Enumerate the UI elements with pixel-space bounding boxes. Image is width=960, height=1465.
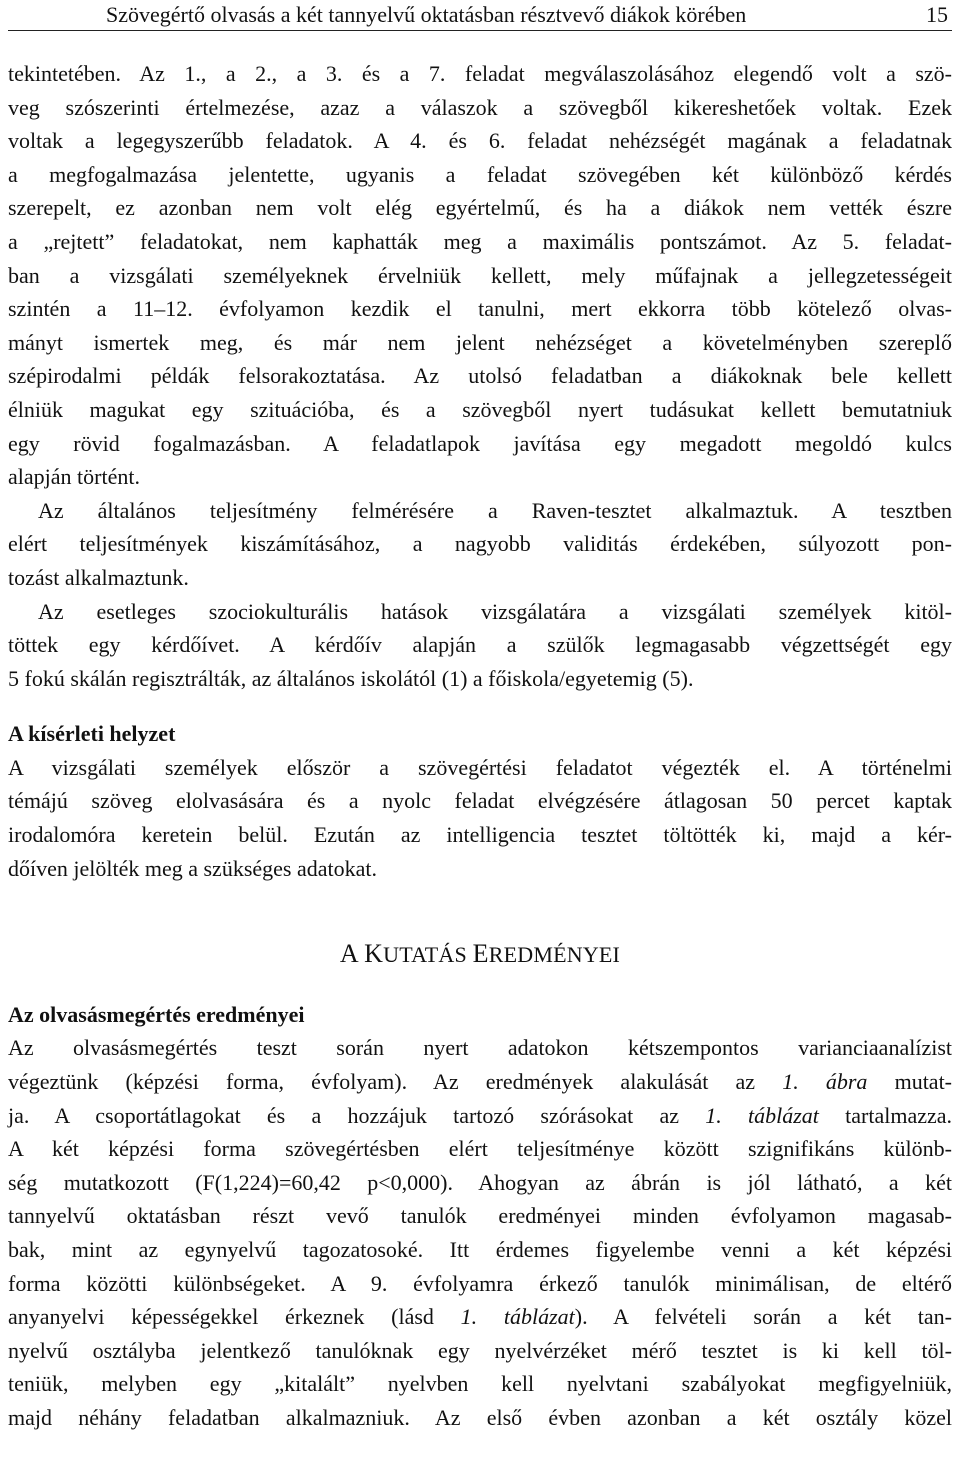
text-line: ja. A csoportátlagokat és a hozzájuk tartozó szórásokat az 1. táblázat tartalmazza. — [8, 1102, 952, 1128]
page-number: 15 — [926, 2, 948, 27]
paragraph-task-difficulty — [8, 57, 952, 494]
text-line: mányt ismertek meg, és már nem jelent nehézséget a követelményben szereplő — [8, 329, 952, 355]
text-line: témájú szöveg elolvasására és a nyolc feladat elvégzésére átlagosan 50 percet kaptak — [8, 788, 952, 814]
text-line: szerepelt, ez azonban nem volt elég egyértelmű, és ha a diákok nem vették észre — [8, 195, 952, 221]
text-line: A vizsgálati személyek először a szövegértési feladatot végezték el. A történelmi — [8, 754, 952, 780]
table-reference: 1. táblázat — [705, 1102, 819, 1128]
text-line: forma közötti különbségeket. A 9. évfolyamra érkező tanulók minimálisan, de eltérő — [8, 1270, 952, 1296]
text-line: dőíven jelölték meg a szükséges adatokat. — [8, 855, 377, 881]
text-line: töttek egy kérdőívet. A kérdőív alapján a szülők legmagasabb végzettségét egy — [8, 632, 952, 658]
text-line: voltak a legegyszerűbb feladatok. A 4. és 6. feladat nehézségét magának a feladatnak — [8, 128, 952, 154]
text-line: Az általános teljesítmény felmérésére a Raven-tesztet alkalmaztuk. A tesztben — [38, 497, 952, 523]
running-header — [8, 0, 952, 31]
text-line: a „rejtett” feladatokat, nem kaphatták meg a maximális pontszámot. Az 5. feladat- — [8, 228, 952, 254]
text-line: egy rövid fogalmazásban. A feladatlapok javítása egy megadott megoldó kulcs — [8, 430, 952, 456]
text-line: szintén a 11–12. évfolyamon kezdik el tanulni, mert ekkorra több kötelező olvas- — [8, 296, 952, 322]
text-line: anyanyelvi képességekkel érkeznek (lásd 1. táblázat). A felvételi során a két tan- — [8, 1304, 952, 1330]
paragraph-raven-test — [8, 494, 952, 595]
section-heading-reading-results: Az olvasásmegértés eredményei — [8, 1001, 305, 1027]
text-line: végeztünk (képzési forma, évfolyam). Az eredmények alakulását az 1. ábra mutat- — [8, 1069, 953, 1095]
text-line: elért teljesítmények kiszámításához, a nagyobb validitás érdekében, súlyozott pon- — [8, 531, 952, 557]
table-reference: 1. táblázat — [460, 1304, 575, 1330]
running-header-title: Szövegértő olvasás a két tannyelvű oktatásban résztvevő diákok körében — [106, 2, 747, 27]
figure-reference: 1. ábra — [782, 1069, 868, 1095]
text-line: veg szószerinti értelmezése, azaz a válaszok a szövegből kikereshetőek voltak. Ezek — [8, 94, 952, 120]
text-line: tozást alkalmaztunk. — [8, 564, 189, 590]
section-heading-experiment: A kísérleti helyzet — [8, 721, 176, 747]
chapter-heading: A KUTATÁS EREDMÉNYEI — [339, 939, 621, 969]
paragraph-sociocultural — [8, 595, 952, 696]
paragraph-experiment — [8, 751, 952, 885]
body-text — [8, 57, 952, 1435]
text-line: élniük magukat egy szituációba, és a szövegből nyert tudásukat kellett bemutatniuk — [8, 396, 952, 422]
text-line: alapján történt. — [8, 464, 140, 490]
paragraph-reading-results — [8, 1031, 952, 1434]
text-line: ség mutatkozott (F(1,224)=60,42 p<0,000). Ahogyan az ábrán is jól látható, a két — [8, 1169, 952, 1195]
text-line: a megfogalmazása jelentette, ugyanis a feladat szövegében két különböző kérdés — [8, 161, 952, 187]
text-line: irodalomóra keretein belül. Ezután az intelligencia tesztet töltötték ki, majd a kér- — [8, 822, 952, 848]
text-line: teniük, melyben egy „kitalált” nyelvben kell nyelvtani szabályokat megfigyelniük, — [8, 1371, 952, 1397]
text-line: szépirodalmi példák felsorakoztatása. Az utolsó feladatban a diákoknak bele kellett — [8, 363, 952, 389]
text-line: ban a vizsgálati személyeknek érvelniük kellett, mely műfajnak a jellegzetességeit — [8, 262, 952, 288]
text-line: A két képzési forma szövegértésben elért teljesítménye között szignifikáns különb- — [8, 1136, 952, 1162]
text-line: 5 fokú skálán regisztrálták, az általános iskolától (1) a főiskola/egyetemig (5). — [8, 665, 694, 691]
text-line: nyelvű osztályba jelentkező tanulóknak egy nyelvérzéket mérő tesztet is ki kell töl- — [8, 1337, 952, 1363]
text-line: majd néhány feladatban alkalmazniuk. Az első évben azonban a két osztály közel — [8, 1404, 952, 1430]
text-line: tekintetében. Az 1., a 2., a 3. és a 7. feladat megválaszolásához elegendő volt a szö- — [8, 61, 952, 86]
text-line: Az esetleges szociokulturális hatások vizsgálatára a vizsgálati személyek kitöl- — [38, 598, 952, 624]
text-line: tannyelvű oktatásban részt vevő tanulók eredményei minden évfolyamon magasab- — [8, 1203, 952, 1229]
text-line: bak, mint az egynyelvű tagozatosoké. Itt érdemes figyelembe venni a két képzési — [8, 1237, 952, 1262]
text-line: Az olvasásmegértés teszt során nyert adatokon kétszempontos varianciaanalízist — [8, 1035, 952, 1061]
